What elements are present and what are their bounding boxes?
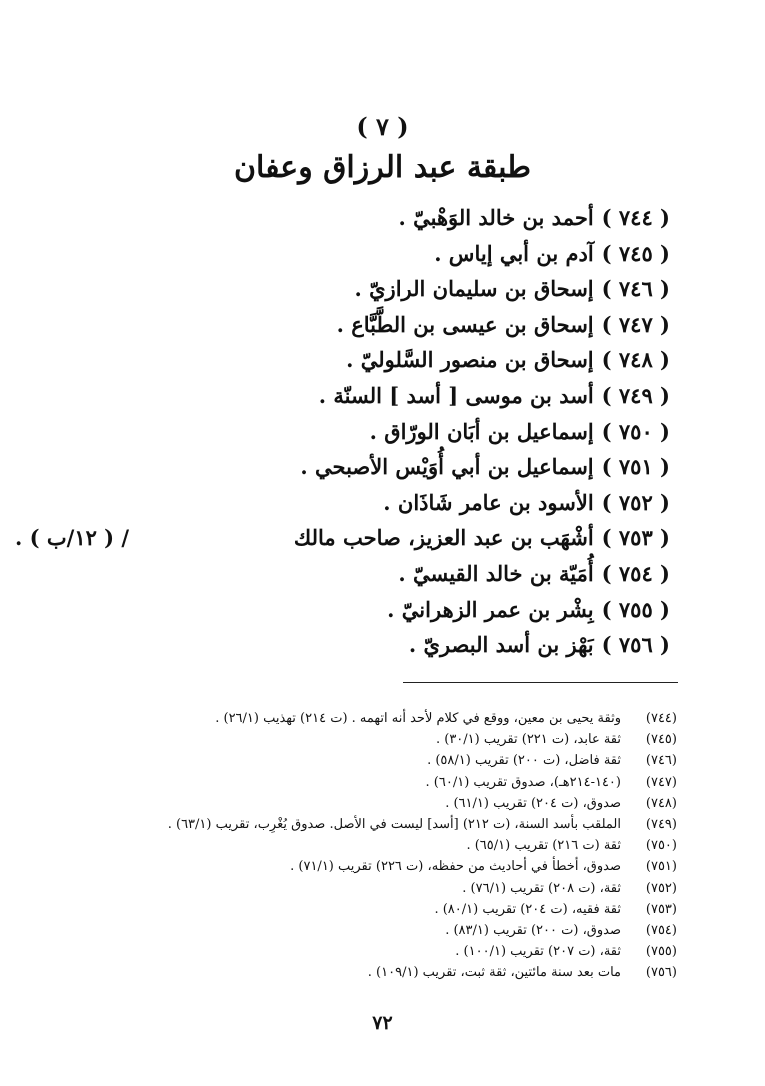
footnote-number: (٧٥٠) [645,838,677,854]
narrator-entry [70,378,670,414]
footnote [57,878,677,899]
folio-marker: / ( ١٢/ب ) . [15,525,130,551]
page-number: ٧٢ [372,1012,393,1034]
footnote [57,814,677,835]
footnote [57,793,677,814]
footnote [57,941,677,962]
entry-number: ( ٧٥١ ) [601,454,670,480]
footnote [57,920,677,941]
footnote-number: (٧٥٥) [645,944,677,960]
entry-number: ( ٧٥٥ ) [601,596,670,622]
footnote-number: (٧٤٨) [645,795,677,811]
narrator-entry [70,271,670,307]
entry-number: ( ٧٥٤ ) [601,560,670,586]
footnote [57,772,677,793]
narrator-entry [70,342,670,378]
entry-number: ( ٧٤٥ ) [601,240,670,266]
footnote-number: (٧٥٤) [645,922,677,938]
entry-number: ( ٧٤٩ ) [601,382,670,408]
footnote-number: (٧٥٦) [645,965,677,981]
entry-text: بِشْر بن عمر الزهرانيّ . [387,596,594,622]
entry-text: أُمَيّة بن خالد القيسيّ . [398,560,594,586]
narrator-entry [15,520,670,556]
entry-text: إسحاق بن منصور السَّلوليّ . [346,347,594,373]
footnote-text: ثقة، (ت ٢٠٧) تقريب (١٠٠/١) . [455,944,621,960]
entry-text: إسحاق بن عيسى بن الطَّبَّاع . [336,311,594,337]
narrator-entry [70,485,670,521]
footnote [57,729,677,750]
entry-text: إسماعيل بن أبَان الورّاق . [369,418,594,444]
footnote [57,750,677,771]
footnote-number: (٧٤٤) [645,711,677,726]
footnote-text: صدوق، أخطأ في أحاديث من حفظه، (ت ٢٢٦) تقريب (٧١/١) . [290,859,621,875]
entry-number: ( ٧٥٣ ) [601,525,670,551]
entry-number: ( ٧٤٧ ) [601,311,670,337]
footnote-text: ثقة عابد، (ت ٢٢١) تقريب (٣٠/١) . [435,732,621,748]
footnote-number: (٧٤٧) [645,774,677,790]
entry-text: آدم بن أبي إياس . [434,240,594,266]
footnote-text: وثقة يحيى بن معين، ووقع في كلام لأحد أنه اتهمه . (ت ٢١٤) تهذيب (٢٦/١) . [215,711,621,726]
footnote-text: ثقة فقيه، (ت ٢٠٤) تقريب (٨٠/١) . [434,901,621,917]
footnote-text: ثقة (ت ٢١٦) تقريب (٦٥/١) . [466,838,621,854]
entry-number: ( ٧٤٦ ) [601,276,670,302]
entry-text: أشْهَب بن عبد العزيز، صاحب مالك [293,525,594,551]
footnote-text: صدوق، (ت ٢٠٠) تقريب (٨٣/١) . [445,922,621,938]
footnote-text: مات بعد سنة مائتين، ثقة ثبت، تقريب (١٠٩/١) . [367,965,621,981]
narrator-entry [70,307,670,343]
footnote-number: (٧٤٦) [645,753,677,769]
footnote-text: صدوق، (ت ٢٠٤) تقريب (٦١/١) . [445,795,621,811]
footnote-number: (٧٥١) [645,859,677,875]
footnote-number: (٧٥٢) [645,880,677,896]
entry-text: إسحاق بن سليمان الرازيّ . [354,276,594,302]
narrator-entry [70,592,670,628]
footnote-number: (٧٥٣) [645,901,677,917]
footnote-number: (٧٤٥) [645,732,677,748]
footnote-text: (١٤٠-٢١٤هـ)، صدوق تقريب (٦٠/١) . [425,774,621,790]
narrator-entry [70,556,670,592]
entry-number: ( ٧٤٤ ) [601,205,670,230]
narrator-entry [70,627,670,663]
entry-text: الأسود بن عامر شَاذَان . [383,489,594,515]
footnote [57,899,677,920]
footnote [57,835,677,856]
entry-text: بَهْز بن أسد البصريّ . [408,632,594,658]
entry-number: ( ٧٥٠ ) [601,418,670,444]
footnote [57,962,677,983]
entry-number: ( ٧٤٨ ) [601,347,670,373]
narrator-list [15,200,670,663]
footnote-number: (٧٤٩) [645,816,677,832]
entry-number: ( ٧٥٢ ) [601,489,670,515]
entry-text: أحمد بن خالد الوَهْبيّ . [398,205,594,230]
entry-number: ( ٧٥٦ ) [601,632,670,658]
narrator-entry [70,236,670,272]
narrator-entry [70,200,670,236]
entry-text: إسماعيل بن أبي أُوَيْس الأصبحي . [300,454,594,480]
footnote-list [57,708,677,983]
footnote-divider [403,682,678,683]
narrator-entry [70,449,670,485]
footnote [57,708,677,729]
entry-text: أسد بن موسى [ أسد ] السنّة . [318,382,594,408]
section-title: طبقة عبد الرزاق وعفان [233,150,532,185]
footnote-text: الملقب بأسد السنة، (ت ٢١٢) [أسد] ليست في الأصل. صدوق يُغْرِب، تقريب (٦٣/١) . [167,816,621,832]
section-number: ( ٧ ) [356,112,409,141]
footnote-text: ثقة، (ت ٢٠٨) تقريب (٧٦/١) . [462,880,621,896]
narrator-entry [70,414,670,450]
footnote [57,856,677,877]
footnote-text: ثقة فاضل، (ت ٢٠٠) تقريب (٥٨/١) . [427,753,621,769]
